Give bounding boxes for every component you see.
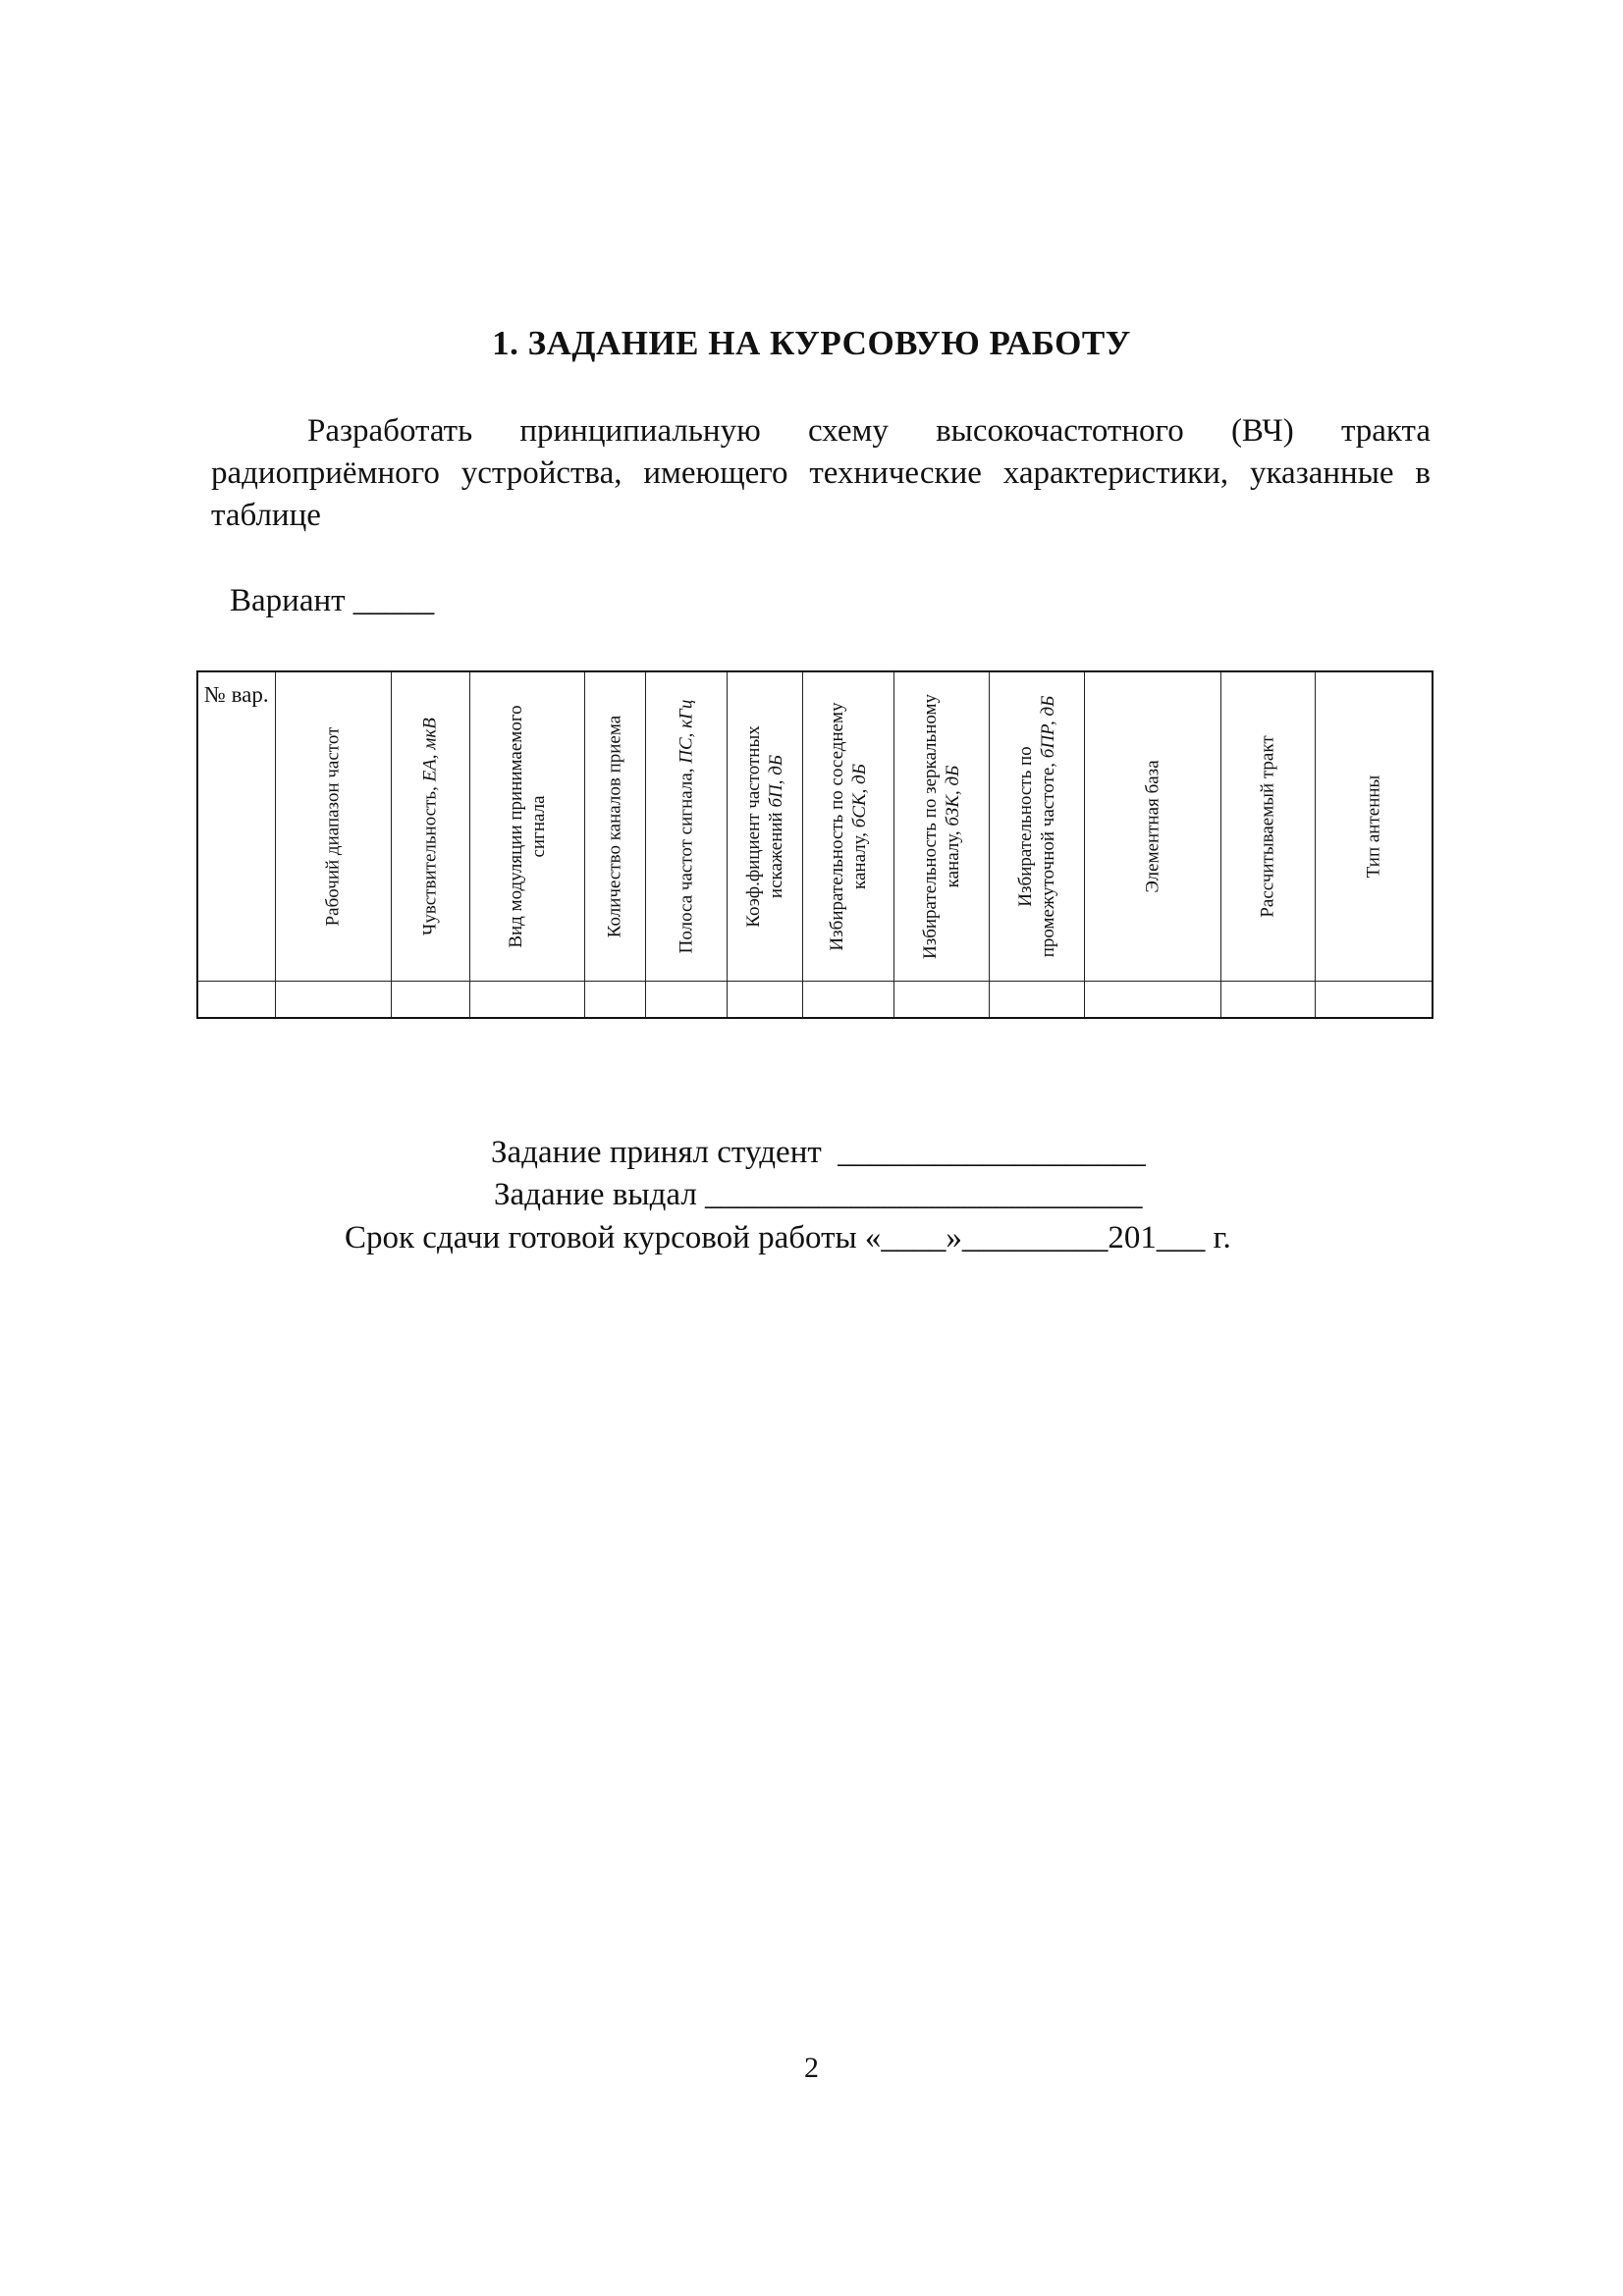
table-cell[interactable] <box>469 982 584 1019</box>
col-header-variant-number: № вар. <box>197 671 275 982</box>
page-title: 1. ЗАДАНИЕ НА КУРСОВУЮ РАБОТУ <box>492 324 1131 362</box>
table-row <box>197 982 1433 1019</box>
col-header-modulation-type: Вид модуляции принимаемого сигнала <box>469 671 584 982</box>
col-header-sensitivity: Чувствительность, EА, мкВ <box>391 671 469 982</box>
spec-table <box>196 670 1434 1019</box>
table-cell[interactable] <box>1084 982 1220 1019</box>
col-header-signal-bandwidth: Полоса частот сигнала, ПС, кГц <box>645 671 727 982</box>
table-cell[interactable] <box>727 982 802 1019</box>
table-cell[interactable] <box>802 982 893 1019</box>
table-cell[interactable] <box>893 982 989 1019</box>
col-header-channel-count: Количество каналов приема <box>584 671 645 982</box>
col-header-calculated-path: Рассчитываемый тракт <box>1220 671 1315 982</box>
table-cell[interactable] <box>391 982 469 1019</box>
table-cell[interactable] <box>584 982 645 1019</box>
table-cell[interactable] <box>197 982 275 1019</box>
signoff-student-line: Задание принял студент ___________________ <box>491 1135 1146 1170</box>
signoff-issuer-line: Задание выдал ___________________________ <box>494 1177 1143 1212</box>
signoff-deadline-line: Срок сдачи готовой курсовой работы «____»_________201___ г. <box>345 1220 1231 1255</box>
table-cell[interactable] <box>1220 982 1315 1019</box>
table-header-row <box>197 671 1433 982</box>
col-header-frequency-range: Рабочий диапазон частот <box>275 671 391 982</box>
variant-line: Вариант _____ <box>230 583 435 618</box>
table-cell[interactable] <box>275 982 391 1019</box>
table-cell[interactable] <box>1315 982 1433 1019</box>
col-header-if-selectivity: Избирательность по промежуточной частоте, бПР, дБ <box>989 671 1084 982</box>
col-header-adjacent-selectivity: Избирательность по соседнему каналу, бСК, дБ <box>802 671 893 982</box>
col-header-frequency-distortion: Коэф.фициент частотных искажений бП, дБ <box>727 671 802 982</box>
col-header-element-base: Элементная база <box>1084 671 1220 982</box>
col-header-antenna-type: Тип антенны <box>1315 671 1433 982</box>
page-number: 2 <box>804 2052 819 2084</box>
table-cell[interactable] <box>989 982 1084 1019</box>
col-header-image-selectivity: Избирательность по зеркальному каналу, бЗК, дБ <box>893 671 989 982</box>
intro-paragraph: Разработать принципиальную схему высокочастотного (ВЧ) тракта радиоприёмного устройства, имеющего технические характеристики, указанные в таблице <box>211 413 1431 533</box>
table-cell[interactable] <box>645 982 727 1019</box>
